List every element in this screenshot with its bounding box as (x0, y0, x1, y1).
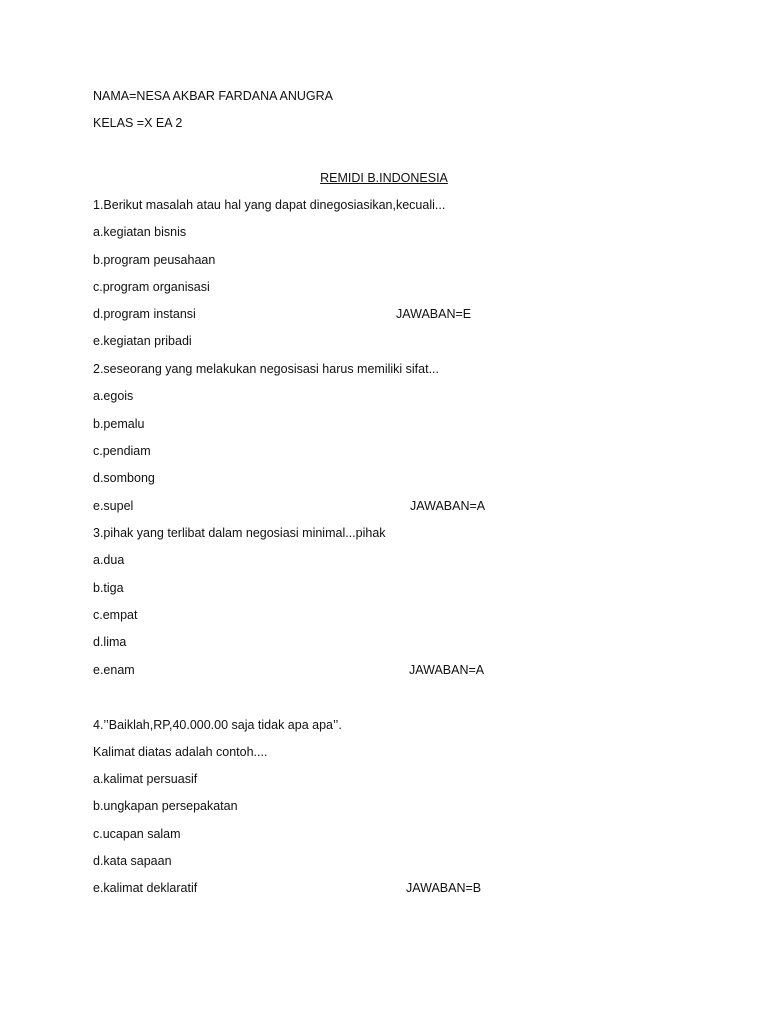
q4-option-b: b.ungkapan persepakatan (93, 799, 238, 813)
q1-option-e: e.kegiatan pribadi (93, 334, 192, 348)
q4-option-d: d.kata sapaan (93, 854, 172, 868)
student-class: KELAS =X EA 2 (93, 116, 183, 130)
q2-option-b: b.pemalu (93, 417, 145, 431)
q4-option-e: e.kalimat deklaratif (93, 881, 198, 895)
question-4-prompt: Kalimat diatas adalah contoh.... (93, 745, 268, 759)
q2-option-a: a.egois (93, 389, 134, 403)
page-title: REMIDI B.INDONESIA (320, 171, 448, 185)
question-1: 1.Berikut masalah atau hal yang dapat dinegosiasikan,kecuali... (93, 198, 446, 212)
question-4: 4.’’Baiklah,RP,40.000.00 saja tidak apa apa’’. (93, 718, 342, 732)
q3-option-b: b.tiga (93, 581, 124, 595)
q2-option-e: e.supel (93, 499, 134, 513)
q3-option-c: c.empat (93, 608, 138, 622)
q4-answer: JAWABAN=B (406, 881, 482, 895)
q4-option-c: c.ucapan salam (93, 827, 181, 841)
q4-option-a: a.kalimat persuasif (93, 772, 198, 786)
q3-option-d: d.lima (93, 635, 127, 649)
q2-answer: JAWABAN=A (410, 499, 486, 513)
q3-option-a: a.dua (93, 553, 125, 567)
q1-option-b: b.program peusahaan (93, 253, 216, 267)
q1-answer: JAWABAN=E (396, 307, 472, 321)
question-2: 2.seseorang yang melakukan negosisasi harus memiliki sifat... (93, 362, 440, 376)
q2-option-c: c.pendiam (93, 444, 151, 458)
q3-option-e: e.enam (93, 663, 135, 677)
student-name: NAMA=NESA AKBAR FARDANA ANUGRA (93, 89, 334, 103)
q1-option-d: d.program instansi (93, 307, 196, 321)
q1-option-a: a.kegiatan bisnis (93, 225, 187, 239)
question-3: 3.pihak yang terlibat dalam negosiasi minimal...pihak (93, 526, 386, 540)
q3-answer: JAWABAN=A (409, 663, 485, 677)
q1-option-c: c.program organisasi (93, 280, 210, 294)
q2-option-d: d.sombong (93, 471, 155, 485)
